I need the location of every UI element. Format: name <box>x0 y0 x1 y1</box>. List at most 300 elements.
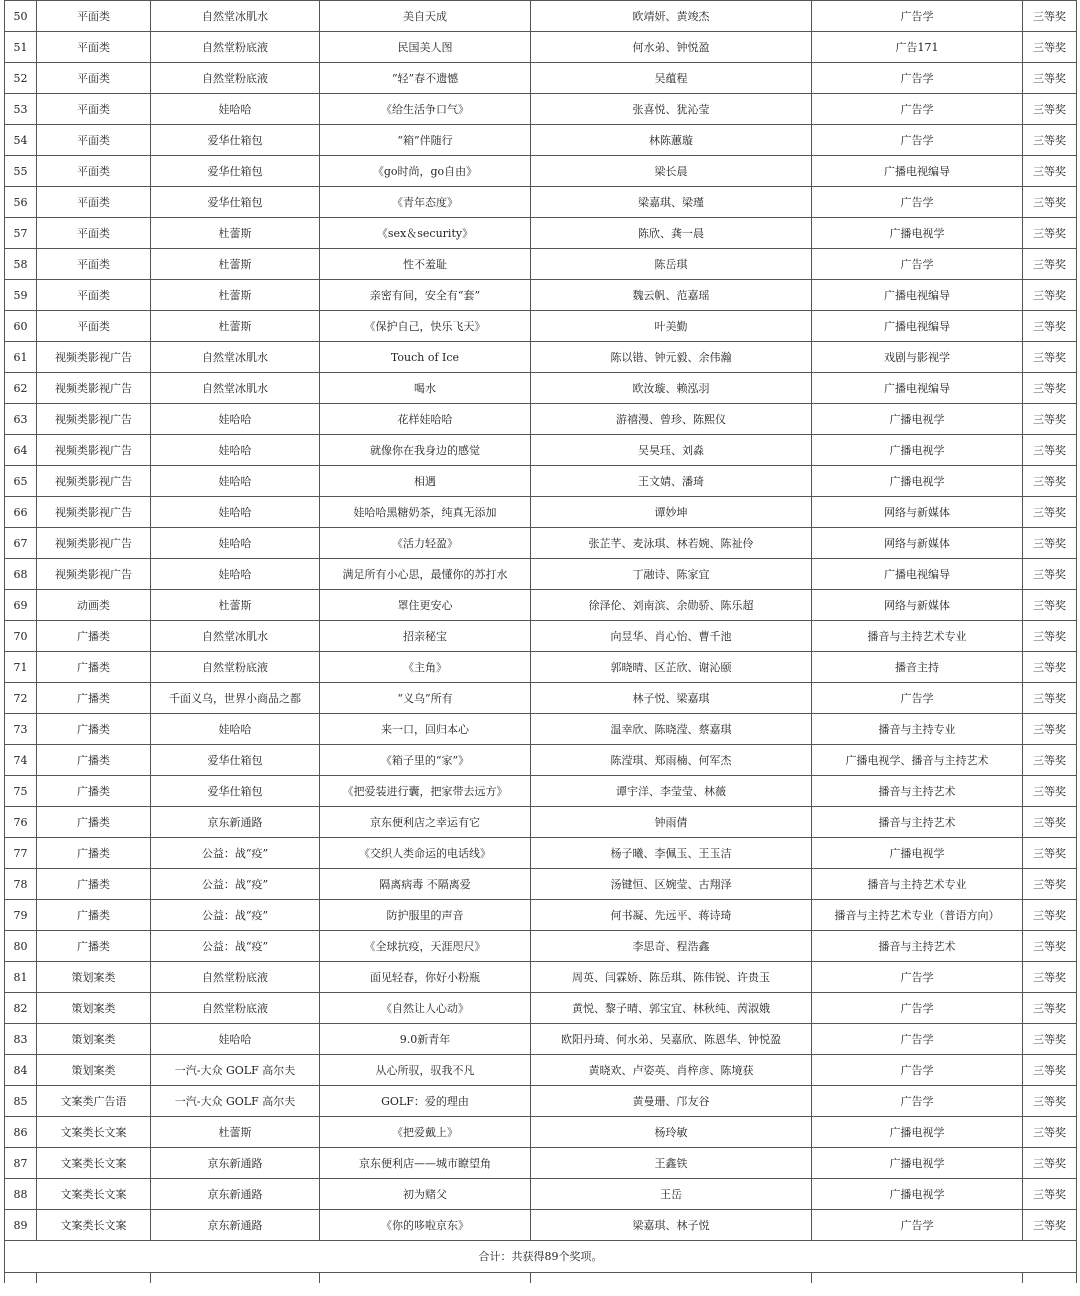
row-number-cell: 89 <box>5 1210 37 1241</box>
category-cell: 广播类 <box>37 714 151 745</box>
work-title-cell: 从心所驭，驭我不凡 <box>320 1055 531 1086</box>
major-cell: 广告学 <box>812 1 1023 32</box>
table-row <box>5 63 1077 94</box>
category-cell: 平面类 <box>37 280 151 311</box>
authors-cell: 叶美勤 <box>531 311 812 342</box>
category-cell: 平面类 <box>37 63 151 94</box>
award-level-cell: 三等奖 <box>1023 776 1077 807</box>
authors-cell: 吴蕴程 <box>531 63 812 94</box>
work-title-cell: 京东便利店之幸运有它 <box>320 807 531 838</box>
category-cell: 广播类 <box>37 869 151 900</box>
major-cell: 广播电视学 <box>812 1117 1023 1148</box>
client-cell: 娃哈哈 <box>151 466 320 497</box>
award-level-cell: 三等奖 <box>1023 32 1077 63</box>
authors-cell: 魏云帆、范嘉瑶 <box>531 280 812 311</box>
client-cell: 杜蕾斯 <box>151 280 320 311</box>
row-number-cell: 52 <box>5 63 37 94</box>
client-cell: 公益：战“疫” <box>151 869 320 900</box>
major-cell: 播音与主持专业 <box>812 714 1023 745</box>
award-level-cell: 三等奖 <box>1023 1055 1077 1086</box>
trailing-empty-row <box>5 1273 1077 1284</box>
category-cell: 视频类影视广告 <box>37 466 151 497</box>
authors-cell: 黄悦、黎子晴、郭宝宜、林秋纯、苪淑娥 <box>531 993 812 1024</box>
table-row <box>5 1117 1077 1148</box>
table-row <box>5 559 1077 590</box>
major-cell: 广播电视学、播音与主持艺术 <box>812 745 1023 776</box>
authors-cell: 梁长晨 <box>531 156 812 187</box>
category-cell: 广播类 <box>37 683 151 714</box>
major-cell: 广告学 <box>812 1024 1023 1055</box>
work-title-cell: 《交织人类命运的电话线》 <box>320 838 531 869</box>
award-level-cell: 三等奖 <box>1023 931 1077 962</box>
client-cell: 娃哈哈 <box>151 1024 320 1055</box>
award-level-cell: 三等奖 <box>1023 280 1077 311</box>
client-cell: 公益：战“疫” <box>151 900 320 931</box>
award-level-cell: 三等奖 <box>1023 807 1077 838</box>
work-title-cell: 初为赌父 <box>320 1179 531 1210</box>
award-level-cell: 三等奖 <box>1023 1086 1077 1117</box>
work-title-cell: 《go时尚，go自由》 <box>320 156 531 187</box>
total-summary: 合计：共获得89个奖项。 <box>5 1241 1077 1273</box>
work-title-cell: 隔离病毒 不隔离爱 <box>320 869 531 900</box>
authors-cell: 欧靖妍、黄竣杰 <box>531 1 812 32</box>
row-number-cell: 67 <box>5 528 37 559</box>
row-number-cell: 66 <box>5 497 37 528</box>
award-level-cell: 三等奖 <box>1023 900 1077 931</box>
major-cell: 播音与主持艺术专业 <box>812 621 1023 652</box>
row-number-cell: 84 <box>5 1055 37 1086</box>
category-cell: 动画类 <box>37 590 151 621</box>
award-level-cell: 三等奖 <box>1023 559 1077 590</box>
authors-cell: 张芷芊、麦泳琪、林若婉、陈祉伶 <box>531 528 812 559</box>
major-cell: 网络与新媒体 <box>812 497 1023 528</box>
table-row <box>5 1 1077 32</box>
category-cell: 策划案类 <box>37 993 151 1024</box>
award-level-cell: 三等奖 <box>1023 1117 1077 1148</box>
row-number-cell: 88 <box>5 1179 37 1210</box>
authors-cell: 欧汝璇、赖泓羽 <box>531 373 812 404</box>
major-cell: 广播电视学 <box>812 1148 1023 1179</box>
major-cell: 广告学 <box>812 63 1023 94</box>
row-number-cell: 74 <box>5 745 37 776</box>
authors-cell: 温幸欣、陈晓滢、蔡嘉琪 <box>531 714 812 745</box>
category-cell: 视频类影视广告 <box>37 342 151 373</box>
award-level-cell: 三等奖 <box>1023 466 1077 497</box>
table-row <box>5 125 1077 156</box>
category-cell: 平面类 <box>37 32 151 63</box>
authors-cell: 张喜悦、犹沁莹 <box>531 94 812 125</box>
award-level-cell: 三等奖 <box>1023 621 1077 652</box>
authors-cell: 汤键恒、区婉莹、古翔泽 <box>531 869 812 900</box>
table-row <box>5 280 1077 311</box>
category-cell: 平面类 <box>37 94 151 125</box>
client-cell: 娃哈哈 <box>151 559 320 590</box>
category-cell: 策划案类 <box>37 962 151 993</box>
award-level-cell: 三等奖 <box>1023 869 1077 900</box>
category-cell: 广播类 <box>37 652 151 683</box>
major-cell: 戏剧与影视学 <box>812 342 1023 373</box>
major-cell: 广播电视编导 <box>812 311 1023 342</box>
category-cell: 策划案类 <box>37 1024 151 1055</box>
row-number-cell: 71 <box>5 652 37 683</box>
award-level-cell: 三等奖 <box>1023 745 1077 776</box>
client-cell: 自然堂冰肌水 <box>151 1 320 32</box>
award-level-cell: 三等奖 <box>1023 590 1077 621</box>
major-cell: 广播电视编导 <box>812 373 1023 404</box>
client-cell: 爱华仕箱包 <box>151 125 320 156</box>
category-cell: 文案类长文案 <box>37 1179 151 1210</box>
client-cell: 杜蕾斯 <box>151 249 320 280</box>
row-number-cell: 53 <box>5 94 37 125</box>
work-title-cell: 罩住更安心 <box>320 590 531 621</box>
authors-cell: 吴昊珏、刘淼 <box>531 435 812 466</box>
major-cell: 播音与主持艺术专业 <box>812 869 1023 900</box>
authors-cell: 陈欣、龚一晨 <box>531 218 812 249</box>
client-cell: 娃哈哈 <box>151 435 320 466</box>
empty-cell <box>812 1273 1023 1284</box>
major-cell: 广告171 <box>812 32 1023 63</box>
row-number-cell: 76 <box>5 807 37 838</box>
table-row <box>5 621 1077 652</box>
award-level-cell: 三等奖 <box>1023 187 1077 218</box>
table-row <box>5 1179 1077 1210</box>
category-cell: 视频类影视广告 <box>37 404 151 435</box>
work-title-cell: 《青年态度》 <box>320 187 531 218</box>
authors-cell: 王文婧、潘琦 <box>531 466 812 497</box>
work-title-cell: 花样娃哈哈 <box>320 404 531 435</box>
major-cell: 播音与主持艺术 <box>812 807 1023 838</box>
work-title-cell: Touch of Ice <box>320 342 531 373</box>
row-number-cell: 64 <box>5 435 37 466</box>
work-title-cell: 防护服里的声音 <box>320 900 531 931</box>
table-row <box>5 32 1077 63</box>
row-number-cell: 72 <box>5 683 37 714</box>
category-cell: 文案类广告语 <box>37 1086 151 1117</box>
authors-cell: 向昱华、肖心怡、曹千池 <box>531 621 812 652</box>
row-number-cell: 56 <box>5 187 37 218</box>
table-row <box>5 404 1077 435</box>
work-title-cell: 《全球抗疫，天涯咫尺》 <box>320 931 531 962</box>
work-title-cell: 《主角》 <box>320 652 531 683</box>
client-cell: 自然堂粉底液 <box>151 32 320 63</box>
major-cell: 播音与主持艺术 <box>812 776 1023 807</box>
client-cell: 京东新通路 <box>151 807 320 838</box>
authors-cell: 李思奇、程浩鑫 <box>531 931 812 962</box>
authors-cell: 黄晓欢、卢姿英、肖梓彦、陈境获 <box>531 1055 812 1086</box>
table-row <box>5 1210 1077 1241</box>
major-cell: 播音主持 <box>812 652 1023 683</box>
work-title-cell: 性不羞耻 <box>320 249 531 280</box>
table-row <box>5 807 1077 838</box>
empty-cell <box>37 1273 151 1284</box>
work-title-cell: 就像你在我身边的感觉 <box>320 435 531 466</box>
work-title-cell: “轻”春不遗憾 <box>320 63 531 94</box>
table-row <box>5 683 1077 714</box>
major-cell: 网络与新媒体 <box>812 528 1023 559</box>
row-number-cell: 78 <box>5 869 37 900</box>
major-cell: 网络与新媒体 <box>812 590 1023 621</box>
row-number-cell: 58 <box>5 249 37 280</box>
authors-cell: 谭妙坤 <box>531 497 812 528</box>
work-title-cell: 《保护自己，快乐飞天》 <box>320 311 531 342</box>
award-level-cell: 三等奖 <box>1023 63 1077 94</box>
major-cell: 广播电视学 <box>812 435 1023 466</box>
major-cell: 广播电视学 <box>812 404 1023 435</box>
table-row <box>5 1055 1077 1086</box>
major-cell: 广告学 <box>812 1210 1023 1241</box>
major-cell: 广播电视编导 <box>812 559 1023 590</box>
work-title-cell: 《自然让人心动》 <box>320 993 531 1024</box>
client-cell: 娃哈哈 <box>151 497 320 528</box>
category-cell: 视频类影视广告 <box>37 559 151 590</box>
authors-cell: 黄曼珊、邝友谷 <box>531 1086 812 1117</box>
row-number-cell: 50 <box>5 1 37 32</box>
category-cell: 策划案类 <box>37 1055 151 1086</box>
award-level-cell: 三等奖 <box>1023 249 1077 280</box>
category-cell: 广播类 <box>37 745 151 776</box>
authors-cell: 谭宇洋、李莹莹、林薇 <box>531 776 812 807</box>
major-cell: 广播电视学 <box>812 838 1023 869</box>
award-level-cell: 三等奖 <box>1023 311 1077 342</box>
row-number-cell: 79 <box>5 900 37 931</box>
category-cell: 平面类 <box>37 187 151 218</box>
table-row <box>5 900 1077 931</box>
table-row <box>5 156 1077 187</box>
major-cell: 广告学 <box>812 187 1023 218</box>
client-cell: 自然堂冰肌水 <box>151 373 320 404</box>
total-row <box>5 1241 1077 1273</box>
client-cell: 自然堂粉底液 <box>151 652 320 683</box>
authors-cell: 杨子曦、李佩玉、王玉洁 <box>531 838 812 869</box>
row-number-cell: 81 <box>5 962 37 993</box>
category-cell: 视频类影视广告 <box>37 497 151 528</box>
category-cell: 广播类 <box>37 931 151 962</box>
work-title-cell: 《把爱装进行囊，把家带去远方》 <box>320 776 531 807</box>
major-cell: 广播电视学 <box>812 466 1023 497</box>
row-number-cell: 70 <box>5 621 37 652</box>
category-cell: 平面类 <box>37 249 151 280</box>
award-level-cell: 三等奖 <box>1023 373 1077 404</box>
row-number-cell: 69 <box>5 590 37 621</box>
table-row <box>5 962 1077 993</box>
category-cell: 平面类 <box>37 1 151 32</box>
client-cell: 娃哈哈 <box>151 94 320 125</box>
table-row <box>5 776 1077 807</box>
major-cell: 播音与主持艺术专业（普语方向） <box>812 900 1023 931</box>
table-row <box>5 590 1077 621</box>
authors-cell: 钟雨倩 <box>531 807 812 838</box>
major-cell: 广告学 <box>812 962 1023 993</box>
row-number-cell: 68 <box>5 559 37 590</box>
client-cell: 杜蕾斯 <box>151 1117 320 1148</box>
table-row <box>5 714 1077 745</box>
work-title-cell: 来一口，回归本心 <box>320 714 531 745</box>
table-row <box>5 931 1077 962</box>
work-title-cell: 面见轻春，你好小粉瓶 <box>320 962 531 993</box>
client-cell: 一汽-大众 GOLF 高尔夫 <box>151 1055 320 1086</box>
major-cell: 广播电视编导 <box>812 156 1023 187</box>
authors-cell: 林陈蕙璇 <box>531 125 812 156</box>
award-level-cell: 三等奖 <box>1023 342 1077 373</box>
major-cell: 广告学 <box>812 993 1023 1024</box>
client-cell: 自然堂粉底液 <box>151 962 320 993</box>
category-cell: 视频类影视广告 <box>37 528 151 559</box>
authors-cell: 杨玲敏 <box>531 1117 812 1148</box>
table-row <box>5 652 1077 683</box>
category-cell: 平面类 <box>37 125 151 156</box>
authors-cell: 王鑫铁 <box>531 1148 812 1179</box>
row-number-cell: 54 <box>5 125 37 156</box>
empty-cell <box>531 1273 812 1284</box>
work-title-cell: 娃哈哈黑糖奶茶，纯真无添加 <box>320 497 531 528</box>
table-row <box>5 869 1077 900</box>
work-title-cell: 满足所有小心思，最懂你的苏打水 <box>320 559 531 590</box>
award-level-cell: 三等奖 <box>1023 125 1077 156</box>
major-cell: 广告学 <box>812 1086 1023 1117</box>
authors-cell: 林子悦、梁嘉琪 <box>531 683 812 714</box>
client-cell: 一汽-大众 GOLF 高尔夫 <box>151 1086 320 1117</box>
table-row <box>5 993 1077 1024</box>
work-title-cell: 《你的哆啦京东》 <box>320 1210 531 1241</box>
work-title-cell: 《箱子里的“家”》 <box>320 745 531 776</box>
authors-cell: 郭晓晴、区芷欣、谢沁颐 <box>531 652 812 683</box>
major-cell: 广播电视学 <box>812 1179 1023 1210</box>
row-number-cell: 82 <box>5 993 37 1024</box>
category-cell: 广播类 <box>37 621 151 652</box>
award-level-cell: 三等奖 <box>1023 683 1077 714</box>
authors-cell: 徐泽伦、刘南滨、余勋骄、陈乐超 <box>531 590 812 621</box>
work-title-cell: 招亲秘宝 <box>320 621 531 652</box>
category-cell: 平面类 <box>37 311 151 342</box>
authors-cell: 梁嘉琪、林子悦 <box>531 1210 812 1241</box>
client-cell: 杜蕾斯 <box>151 311 320 342</box>
client-cell: 娃哈哈 <box>151 528 320 559</box>
client-cell: 自然堂粉底液 <box>151 993 320 1024</box>
work-title-cell: GOLF：爱的理由 <box>320 1086 531 1117</box>
award-level-cell: 三等奖 <box>1023 156 1077 187</box>
work-title-cell: 《活力轻盈》 <box>320 528 531 559</box>
table-row <box>5 94 1077 125</box>
work-title-cell: 京东便利店——城市瞭望角 <box>320 1148 531 1179</box>
authors-cell: 陈以锴、钟元毅、余伟瀚 <box>531 342 812 373</box>
table-row <box>5 342 1077 373</box>
client-cell: 杜蕾斯 <box>151 590 320 621</box>
table-row <box>5 218 1077 249</box>
category-cell: 广播类 <box>37 838 151 869</box>
award-level-cell: 三等奖 <box>1023 993 1077 1024</box>
award-level-cell: 三等奖 <box>1023 528 1077 559</box>
authors-cell: 游禧漫、曾珍、陈熙仪 <box>531 404 812 435</box>
client-cell: 娃哈哈 <box>151 404 320 435</box>
work-title-cell: 9.0新青年 <box>320 1024 531 1055</box>
award-level-cell: 三等奖 <box>1023 1 1077 32</box>
table-row <box>5 838 1077 869</box>
award-level-cell: 三等奖 <box>1023 94 1077 125</box>
row-number-cell: 87 <box>5 1148 37 1179</box>
work-title-cell: “箱”伴随行 <box>320 125 531 156</box>
major-cell: 广播电视学 <box>812 218 1023 249</box>
table-row <box>5 745 1077 776</box>
row-number-cell: 83 <box>5 1024 37 1055</box>
row-number-cell: 63 <box>5 404 37 435</box>
authors-cell: 王岳 <box>531 1179 812 1210</box>
category-cell: 文案类长文案 <box>37 1148 151 1179</box>
major-cell: 播音与主持艺术 <box>812 931 1023 962</box>
client-cell: 千面义乌，世界小商品之都 <box>151 683 320 714</box>
category-cell: 视频类影视广告 <box>37 435 151 466</box>
work-title-cell: 相遇 <box>320 466 531 497</box>
row-number-cell: 57 <box>5 218 37 249</box>
table-row <box>5 187 1077 218</box>
major-cell: 广播电视编导 <box>812 280 1023 311</box>
table-row <box>5 528 1077 559</box>
client-cell: 京东新通路 <box>151 1148 320 1179</box>
award-level-cell: 三等奖 <box>1023 962 1077 993</box>
client-cell: 自然堂冰肌水 <box>151 621 320 652</box>
work-title-cell: 《把爱戴上》 <box>320 1117 531 1148</box>
award-level-cell: 三等奖 <box>1023 435 1077 466</box>
client-cell: 公益：战“疫” <box>151 931 320 962</box>
row-number-cell: 73 <box>5 714 37 745</box>
row-number-cell: 60 <box>5 311 37 342</box>
authors-cell: 何水弟、钟悦盈 <box>531 32 812 63</box>
major-cell: 广告学 <box>812 125 1023 156</box>
client-cell: 娃哈哈 <box>151 714 320 745</box>
authors-cell: 何书凝、先远平、蒋诗琦 <box>531 900 812 931</box>
table-row <box>5 311 1077 342</box>
empty-cell <box>320 1273 531 1284</box>
award-level-cell: 三等奖 <box>1023 652 1077 683</box>
category-cell: 视频类影视广告 <box>37 373 151 404</box>
category-cell: 平面类 <box>37 156 151 187</box>
client-cell: 公益：战“疫” <box>151 838 320 869</box>
award-level-cell: 三等奖 <box>1023 1024 1077 1055</box>
table-row <box>5 1024 1077 1055</box>
authors-cell: 欧阳丹琦、何水弟、吴嘉欣、陈恩华、钟悦盈 <box>531 1024 812 1055</box>
row-number-cell: 55 <box>5 156 37 187</box>
table-row <box>5 373 1077 404</box>
row-number-cell: 80 <box>5 931 37 962</box>
work-title-cell: 《sex＆security》 <box>320 218 531 249</box>
table-row <box>5 1086 1077 1117</box>
client-cell: 爱华仕箱包 <box>151 187 320 218</box>
award-level-cell: 三等奖 <box>1023 404 1077 435</box>
major-cell: 广告学 <box>812 1055 1023 1086</box>
award-level-cell: 三等奖 <box>1023 497 1077 528</box>
row-number-cell: 77 <box>5 838 37 869</box>
category-cell: 文案类长文案 <box>37 1210 151 1241</box>
empty-cell <box>1023 1273 1077 1284</box>
row-number-cell: 75 <box>5 776 37 807</box>
category-cell: 平面类 <box>37 218 151 249</box>
row-number-cell: 62 <box>5 373 37 404</box>
empty-cell <box>151 1273 320 1284</box>
work-title-cell: 亲密有间，安全有“套” <box>320 280 531 311</box>
authors-cell: 陈滢琪、郑雨楠、何军杰 <box>531 745 812 776</box>
client-cell: 京东新通路 <box>151 1179 320 1210</box>
client-cell: 自然堂粉底液 <box>151 63 320 94</box>
major-cell: 广告学 <box>812 249 1023 280</box>
client-cell: 爱华仕箱包 <box>151 156 320 187</box>
table-row <box>5 249 1077 280</box>
award-level-cell: 三等奖 <box>1023 1179 1077 1210</box>
major-cell: 广告学 <box>812 683 1023 714</box>
authors-cell: 陈岳琪 <box>531 249 812 280</box>
table-row <box>5 435 1077 466</box>
award-level-cell: 三等奖 <box>1023 714 1077 745</box>
client-cell: 京东新通路 <box>151 1210 320 1241</box>
category-cell: 广播类 <box>37 807 151 838</box>
